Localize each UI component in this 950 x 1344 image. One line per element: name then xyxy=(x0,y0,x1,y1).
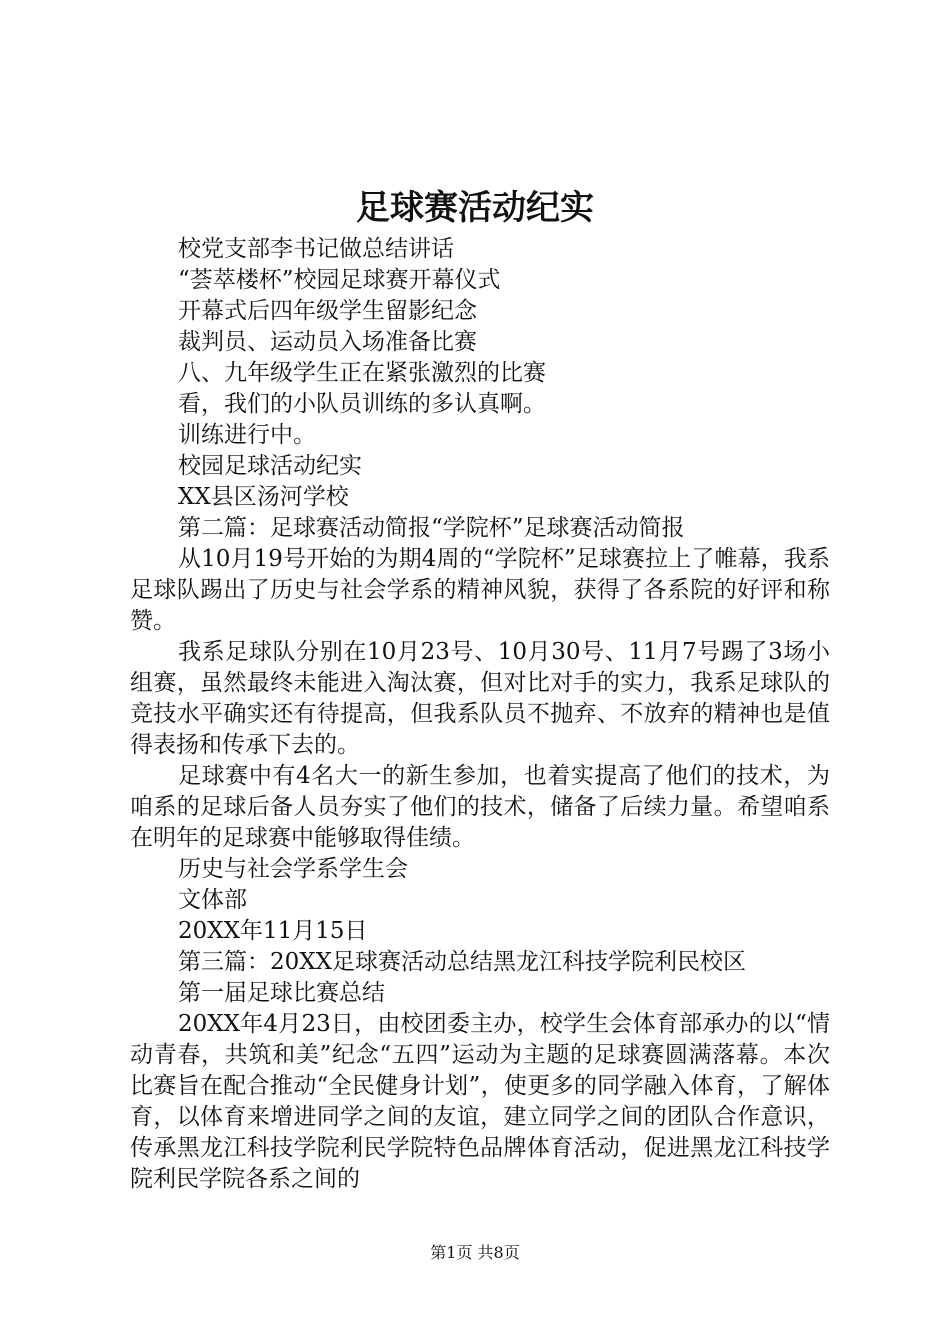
text-line: 校党支部李书记做总结讲话 xyxy=(178,236,454,262)
paragraph: 足球赛中有4名大一的新生参加，也着实提高了他们的技术，为咱系的足球后备人员夯实了他们的技术，储备了后续力量。希望咱系在明年的足球赛中能够取得佳绩。 xyxy=(130,763,830,851)
text-line: 文体部 xyxy=(178,887,247,913)
page-title: 足球赛活动纪实 xyxy=(356,188,594,228)
paragraph: 20XX年4月23日，由校团委主办，校学生会体育部承办的以“情动青春，共筑和美”纪念“五四”运动为主题的足球赛圆满落幕。本次比赛旨在配合推动“全民健身计划”，使更多的同学融入体育，了解体育，以体育来增进同学之间的友谊，建立同学之间的团队合作意识，传承黑龙江科技学院利民学院特色品牌体育活动，促进黑龙江科技学院利民学院各系之间的 xyxy=(130,1011,830,1192)
page-footer: 第1页 共8页 xyxy=(430,1243,520,1262)
text-line: 训练进行中。 xyxy=(178,422,316,448)
paragraph: 我系足球队分别在10月23号、10月30号、11月7号踢了3场小组赛，虽然最终未能进入淘汰赛，但对比对手的实力，我系足球队的竞技水平确实还有待提高，但我系队员不抛弃、不放弃的精神也是值得表扬和传承下去的。 xyxy=(130,639,830,758)
text-line: 裁判员、运动员入场准备比赛 xyxy=(178,329,477,355)
text-line: 第一届足球比赛总结 xyxy=(178,980,385,1006)
text-line: 20XX年11月15日 xyxy=(178,918,368,944)
text-line: “荟萃楼杯”校园足球赛开幕仪式 xyxy=(178,267,501,293)
section-heading: 第二篇：足球赛活动简报“学院杯”足球赛活动简报 xyxy=(178,515,685,541)
document-body xyxy=(130,234,830,1195)
text-line: 看，我们的小队员训练的多认真啊。 xyxy=(178,391,546,417)
section-heading: 第三篇：20XX足球赛活动总结黑龙江科技学院利民校区 xyxy=(178,949,747,975)
text-line: 八、九年级学生正在紧张激烈的比赛 xyxy=(178,360,546,386)
text-line: 开幕式后四年级学生留影纪念 xyxy=(178,298,477,324)
text-line: 校园足球活动纪实 xyxy=(178,453,362,479)
paragraph: 从10月19号开始的为期4周的“学院杯”足球赛拉上了帷幕，我系足球队踢出了历史与社会学系的精神风貌，获得了各系院的好评和称赞。 xyxy=(130,546,830,634)
text-line: XX县区汤河学校 xyxy=(178,484,349,510)
text-line: 历史与社会学系学生会 xyxy=(178,856,408,882)
